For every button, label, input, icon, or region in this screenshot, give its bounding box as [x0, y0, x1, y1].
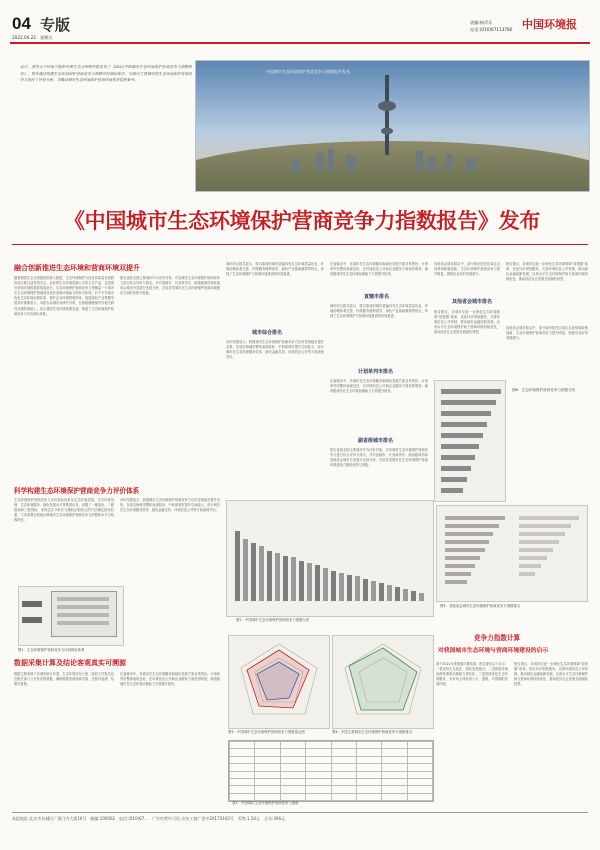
index-table-grid	[229, 741, 433, 801]
editor-phone: 电话:(010)67113780	[470, 27, 513, 32]
table-cell	[255, 742, 280, 749]
col4-text-b: 在直辖市中，各城市在生态环境服务和绿色发展方面各具特色；计划单列市整体表现良好，在环境信息公开和企业服务方面优势明显；副省级城市在生态环境治理能力方面提升较快。	[330, 379, 428, 394]
table-row	[230, 742, 433, 749]
right-bar	[441, 488, 463, 493]
ranking-figure-graphic	[437, 506, 587, 601]
table-row	[230, 771, 433, 778]
table-cell	[255, 756, 280, 763]
table-cell	[280, 778, 305, 785]
right-bar	[441, 422, 487, 427]
table-cell	[407, 749, 432, 756]
table-cell	[356, 793, 381, 800]
table-cell	[280, 793, 305, 800]
fig1-row	[57, 605, 109, 609]
table-cell	[280, 764, 305, 771]
table-cell	[255, 764, 280, 771]
table-cell	[331, 778, 356, 785]
table-row	[230, 756, 433, 763]
col5-text-a: 报告建议，各城市应进一步深化生态环境领域“放管服”改革，优化环评审批服务，完善环境信息公开机制，推动绿色金融创新发展，以高水平生态环境保护助力营商环境持续优化，推动经济社会发展全面绿色转型。	[434, 310, 500, 335]
distribution-bar	[363, 579, 368, 601]
section4-heading: 城市综合排名	[252, 330, 283, 336]
distribution-bar	[299, 561, 304, 601]
right-bar	[441, 455, 475, 460]
col4-text-c: 报告选取全国主要城市作为评价对象，对各城市生态环境保护营商竞争力进行综合评价与排名，并对直辖市、计划单列市、副省级城市和其他省会城市分类进行比较分析，总结各类城市在生态环境保护营商环境建设方面的优势与短板。	[330, 448, 428, 468]
col3-text-b: 评价结果显示，我国城市生态环境保护营商竞争力总体呈现稳步提升态势，东部沿海城市整体表现较好，中西部城市提升空间较大，部分城市在生态环境服务效率、绿色金融支持、环境信息公开等方面表现突出。	[226, 340, 324, 360]
photo-caption: 中国城市生态环境保护营商竞争力指数报告发布	[266, 69, 350, 74]
fig1-caption: 图1：生态环境保护营商竞争力评价指标体系	[18, 648, 85, 652]
col2-text-c: 在直辖市中，各城市在生态环境服务和绿色发展方面各具特色；计划单列市整体表现良好，在环境信息公开和企业服务方面优势明显；副省级城市在生态环境治理能力方面提升较快。	[120, 672, 220, 687]
fig1-row	[57, 621, 109, 625]
distribution-chart	[226, 500, 434, 617]
table-cell	[331, 742, 356, 749]
distribution-bar	[243, 539, 248, 601]
right-bar	[441, 477, 467, 482]
table-cell	[382, 764, 407, 771]
distribution-bar	[355, 576, 360, 601]
index-table	[228, 740, 434, 802]
table-cell	[356, 749, 381, 756]
right-bar-chart	[434, 380, 506, 502]
table-cell	[255, 793, 280, 800]
radar-1-graphic	[229, 636, 329, 728]
distribution-bar	[291, 557, 296, 601]
table-cell	[331, 786, 356, 793]
issue-date: 2022.04.22	[12, 35, 36, 40]
radar-2-graphic	[333, 636, 433, 728]
table-caption: 表1：中国城市生态环境保护营商竞争力指数	[232, 801, 299, 805]
hero-photo	[195, 60, 590, 192]
col1-text-b: 生态环境保护营商竞争力评价指标体系从生态环境质量、生态环境治理、生态环境服务、绿色发展水平等维度出发，设置了一级指标、二级指标和三级指标，采用层次分析法与熵权法相结合的方法确定指标权重，力求客观全面地反映城市生态环境保护营商竞争力的整体水平与结构特征。	[14, 498, 114, 523]
table-cell	[230, 742, 255, 749]
distribution-bar	[259, 546, 264, 601]
table-cell	[280, 786, 305, 793]
fig2-caption: 图2：中国城市生态环境保护营商竞争力指数分布	[236, 618, 310, 622]
table-cell	[306, 756, 331, 763]
section3-heading: 数据采集计算及结论客观真实可溯源	[14, 658, 126, 667]
table-cell	[255, 778, 280, 785]
table-cell	[230, 778, 255, 785]
table-cell	[331, 793, 356, 800]
table-cell	[407, 793, 432, 800]
section8-heading: 其他省会城市排名	[452, 299, 493, 305]
table-cell	[306, 786, 331, 793]
table-cell	[331, 749, 356, 756]
table-cell	[331, 764, 356, 771]
table-cell	[306, 778, 331, 785]
table-cell	[306, 742, 331, 749]
right-bar	[441, 400, 496, 405]
distribution-bar	[283, 556, 288, 601]
section2-heading: 科学构建生态环境保护营商竞争力评价体系	[14, 487, 140, 495]
col2-text-b: 评价结果显示，我国城市生态环境保护营商竞争力总体呈现稳步提升态势，东部沿海城市整体表现较好，中西部城市提升空间较大，部分城市在生态环境服务效率、绿色金融支持、环境信息公开等方面表现突出。	[120, 498, 220, 513]
city-skyline-image	[196, 61, 589, 191]
table-cell	[280, 756, 305, 763]
fig3-caption: 图3：中国城市生态环境保护营商竞争力指数雷达图	[228, 730, 305, 734]
section1-heading: 融合创新推进生态环境和营商环境双提升	[14, 263, 140, 272]
issue-weekday: 星期五	[40, 35, 53, 40]
table-cell	[331, 756, 356, 763]
header-rule	[10, 42, 590, 44]
distribution-bar	[411, 591, 416, 601]
distribution-bar	[267, 551, 272, 601]
col1-text-a: 随着我国生态文明建设的深入推进，生态环境保护与经济高质量发展的协同关系日益受到关注。良好的生态环境是最公平的公共产品，也是城市营商环境的重要组成部分。生态环境保护营商竞争力是衡量一个城市在生态环境保护领域营造良好营商环境能力的综合体现，对于引导城市优化生态环境治理体系、提升企业环境管理效率、促进绿色产业集聚发展具有重要意义。本报告以城市为研究对象，在系统梳理国内外相关研究成果的基础上，结合我国生态环境管理实践，构建了生态环境保护营商竞争力评价指标体系。	[14, 276, 114, 316]
table-cell	[382, 786, 407, 793]
table-cell	[306, 771, 331, 778]
distribution-bar	[419, 593, 424, 601]
main-title: 《中国城市生态环境保护营商竞争力指数报告》发布	[63, 208, 541, 233]
table-cell	[230, 764, 255, 771]
table-cell	[255, 771, 280, 778]
table-cell	[280, 742, 305, 749]
table-cell	[356, 764, 381, 771]
table-cell	[356, 756, 381, 763]
col4-text-a: 城市综合排名显示，排名靠前的城市普遍具有生态环境质量优良、环境治理体系完善、环保服务便利高效、绿色产业基础雄厚等特点，体现了生态环境保护与营商环境建设的协同推进。	[330, 304, 428, 319]
table-cell	[382, 756, 407, 763]
table-cell	[230, 771, 255, 778]
col4-text-top: 在直辖市中，各城市在生态环境服务和绿色发展方面各具特色；计划单列市整体表现良好，在环境信息公开和企业服务方面优势明显；副省级城市在生态环境治理能力方面提升较快。	[330, 262, 428, 277]
table-cell	[407, 742, 432, 749]
col6-bottom-text: 报告建议，各城市应进一步深化生态环境领域“放管服”改革，优化环评审批服务，完善环境信息公开机制，推动绿色金融创新发展，以高水平生态环境保护助力营商环境持续优化，推动经济社会发展全面绿色转型。	[514, 662, 588, 687]
table-row	[230, 786, 433, 793]
footer-rule	[12, 812, 588, 813]
table-cell	[230, 749, 255, 756]
distribution-bar	[251, 543, 256, 601]
section5-heading: 直辖市排名	[364, 294, 390, 300]
newspaper-logo: 中国环境报	[522, 18, 577, 31]
distribution-bar	[339, 573, 344, 601]
page-number: 04	[12, 14, 31, 33]
col3-text-a: 城市综合排名显示，排名靠前的城市普遍具有生态环境质量优良、环境治理体系完善、环保服务便利高效、绿色产业基础雄厚等特点，体现了生态环境保护与营商环境建设的协同推进。	[226, 262, 324, 277]
distribution-bar	[379, 583, 384, 601]
col5-text-top: 其他省会城市排名中，部分城市依托区域生态优势和政策创新，生态环境保护营商竞争力提升明显，展现出良好的发展潜力。	[434, 262, 500, 277]
table-cell	[306, 764, 331, 771]
col5-bottom-text: 基于2021年度指数计算结果，报告提出以下启示：一是坚持生态优先、绿色发展理念；二是推进环境治理体系和治理能力现代化；三是持续优化生态环境服务，为市场主体营造公平、透明、可预期的发展环境。	[436, 662, 508, 687]
table-cell	[407, 778, 432, 785]
table-cell	[230, 786, 255, 793]
indicator-system-figure	[18, 586, 124, 646]
distribution-bar	[275, 553, 280, 601]
ranking-figure	[436, 505, 588, 602]
table-cell	[280, 749, 305, 756]
col6-text-b: 其他省会城市排名中，部分城市依托区域生态优势和政策创新，生态环境保护营商竞争力提升明显，展现出良好的发展潜力。	[506, 326, 588, 341]
distribution-bar	[315, 565, 320, 601]
section7-heading: 副省级城市排名	[358, 438, 394, 444]
table-row	[230, 749, 433, 756]
table-cell	[356, 778, 381, 785]
table-cell	[356, 742, 381, 749]
right-bar	[441, 411, 491, 416]
table-row	[230, 764, 433, 771]
table-cell	[306, 749, 331, 756]
right-bar	[441, 466, 471, 471]
distribution-bar	[323, 568, 328, 601]
fig1-node-a	[22, 601, 42, 607]
intro-paragraph: 近日，清华大学环境学院和中国生态文明研究院发布了《2021中国城市生态环境保护营商竞争力指数报告》。报告通过构建生态环境保护营商竞争力指数评价指标体系，对国内主要城市的生态环境保护营商竞争力进行了评价分析，为推动城市生态环境保护营商环境优化提供参考。	[20, 65, 192, 83]
distribution-bar	[307, 563, 312, 601]
editor-name: 责编:杨萍乐	[470, 20, 493, 25]
fig1-row	[57, 597, 109, 601]
table-cell	[382, 778, 407, 785]
section9-heading-1: 竞争力指数计算	[474, 634, 521, 642]
section9-heading-2: 对我国城市生态环境与营商环境建设的启示	[438, 648, 549, 654]
footer-text: 本报地址:北京市东城区广渠门内大街16号 邮编:100062 电话:(010)67... 广告经营许可证:京东工商广登字20170102号 零售:1.50元 全年:396元	[12, 816, 286, 821]
table-cell	[255, 786, 280, 793]
right-bar	[441, 444, 479, 449]
fig-right-caption: 图6：生态环境保护营商竞争力指数分布	[512, 388, 576, 392]
table-cell	[407, 756, 432, 763]
col6-text-a: 报告建议，各城市应进一步深化生态环境领域“放管服”改革，优化环评审批服务，完善环境信息公开机制，推动绿色金融创新发展，以高水平生态环境保护助力营商环境持续优化，推动经济社会发展全面绿色转型。	[506, 262, 588, 282]
table-row	[230, 778, 433, 785]
table-cell	[407, 764, 432, 771]
table-cell	[306, 793, 331, 800]
table-cell	[407, 771, 432, 778]
table-cell	[280, 771, 305, 778]
distribution-bar	[387, 585, 392, 601]
fig5-caption: 图5：其他省会城市生态环境保护营商竞争力指数排名	[440, 604, 521, 608]
distribution-bar	[331, 571, 336, 601]
table-cell	[382, 793, 407, 800]
table-row	[230, 793, 433, 800]
title-rule	[12, 244, 588, 245]
table-cell	[331, 771, 356, 778]
right-bar	[441, 389, 501, 394]
distribution-bar	[395, 587, 400, 601]
table-cell	[255, 749, 280, 756]
distribution-bar	[403, 589, 408, 601]
section-label: 专版	[40, 16, 71, 34]
section6-heading: 计划单列市排名	[358, 369, 394, 375]
distribution-bar	[371, 581, 376, 601]
distribution-bar	[347, 575, 352, 601]
table-cell	[382, 749, 407, 756]
table-cell	[382, 771, 407, 778]
col1-text-a2: 报告选取全国主要城市作为评价对象，对各城市生态环境保护营商竞争力进行综合评价与排名，并对直辖市、计划单列市、副省级城市和其他省会城市分类进行比较分析，总结各类城市在生态环境保护营商环境建设方面的优势与短板。	[120, 276, 220, 296]
table-cell	[356, 771, 381, 778]
fig1-node-b	[22, 617, 42, 623]
radar-chart-1	[228, 635, 330, 729]
col1-text-c: 数据主要来源于各城市统计年鉴、生态环境状况公报、政府工作报告以及相关部门公开发布的数据，确保数据来源权威可靠、过程可追溯、结果可复核。	[14, 672, 114, 687]
table-cell	[230, 793, 255, 800]
table-cell	[407, 786, 432, 793]
table-cell	[230, 756, 255, 763]
distribution-bar	[235, 531, 240, 601]
table-cell	[382, 742, 407, 749]
fig1-row	[57, 613, 109, 617]
right-bar	[441, 433, 483, 438]
table-cell	[356, 786, 381, 793]
radar-chart-2	[332, 635, 434, 729]
fig4-caption: 图4：中国主要城市生态环境保护营商竞争力指数排名	[332, 730, 413, 734]
